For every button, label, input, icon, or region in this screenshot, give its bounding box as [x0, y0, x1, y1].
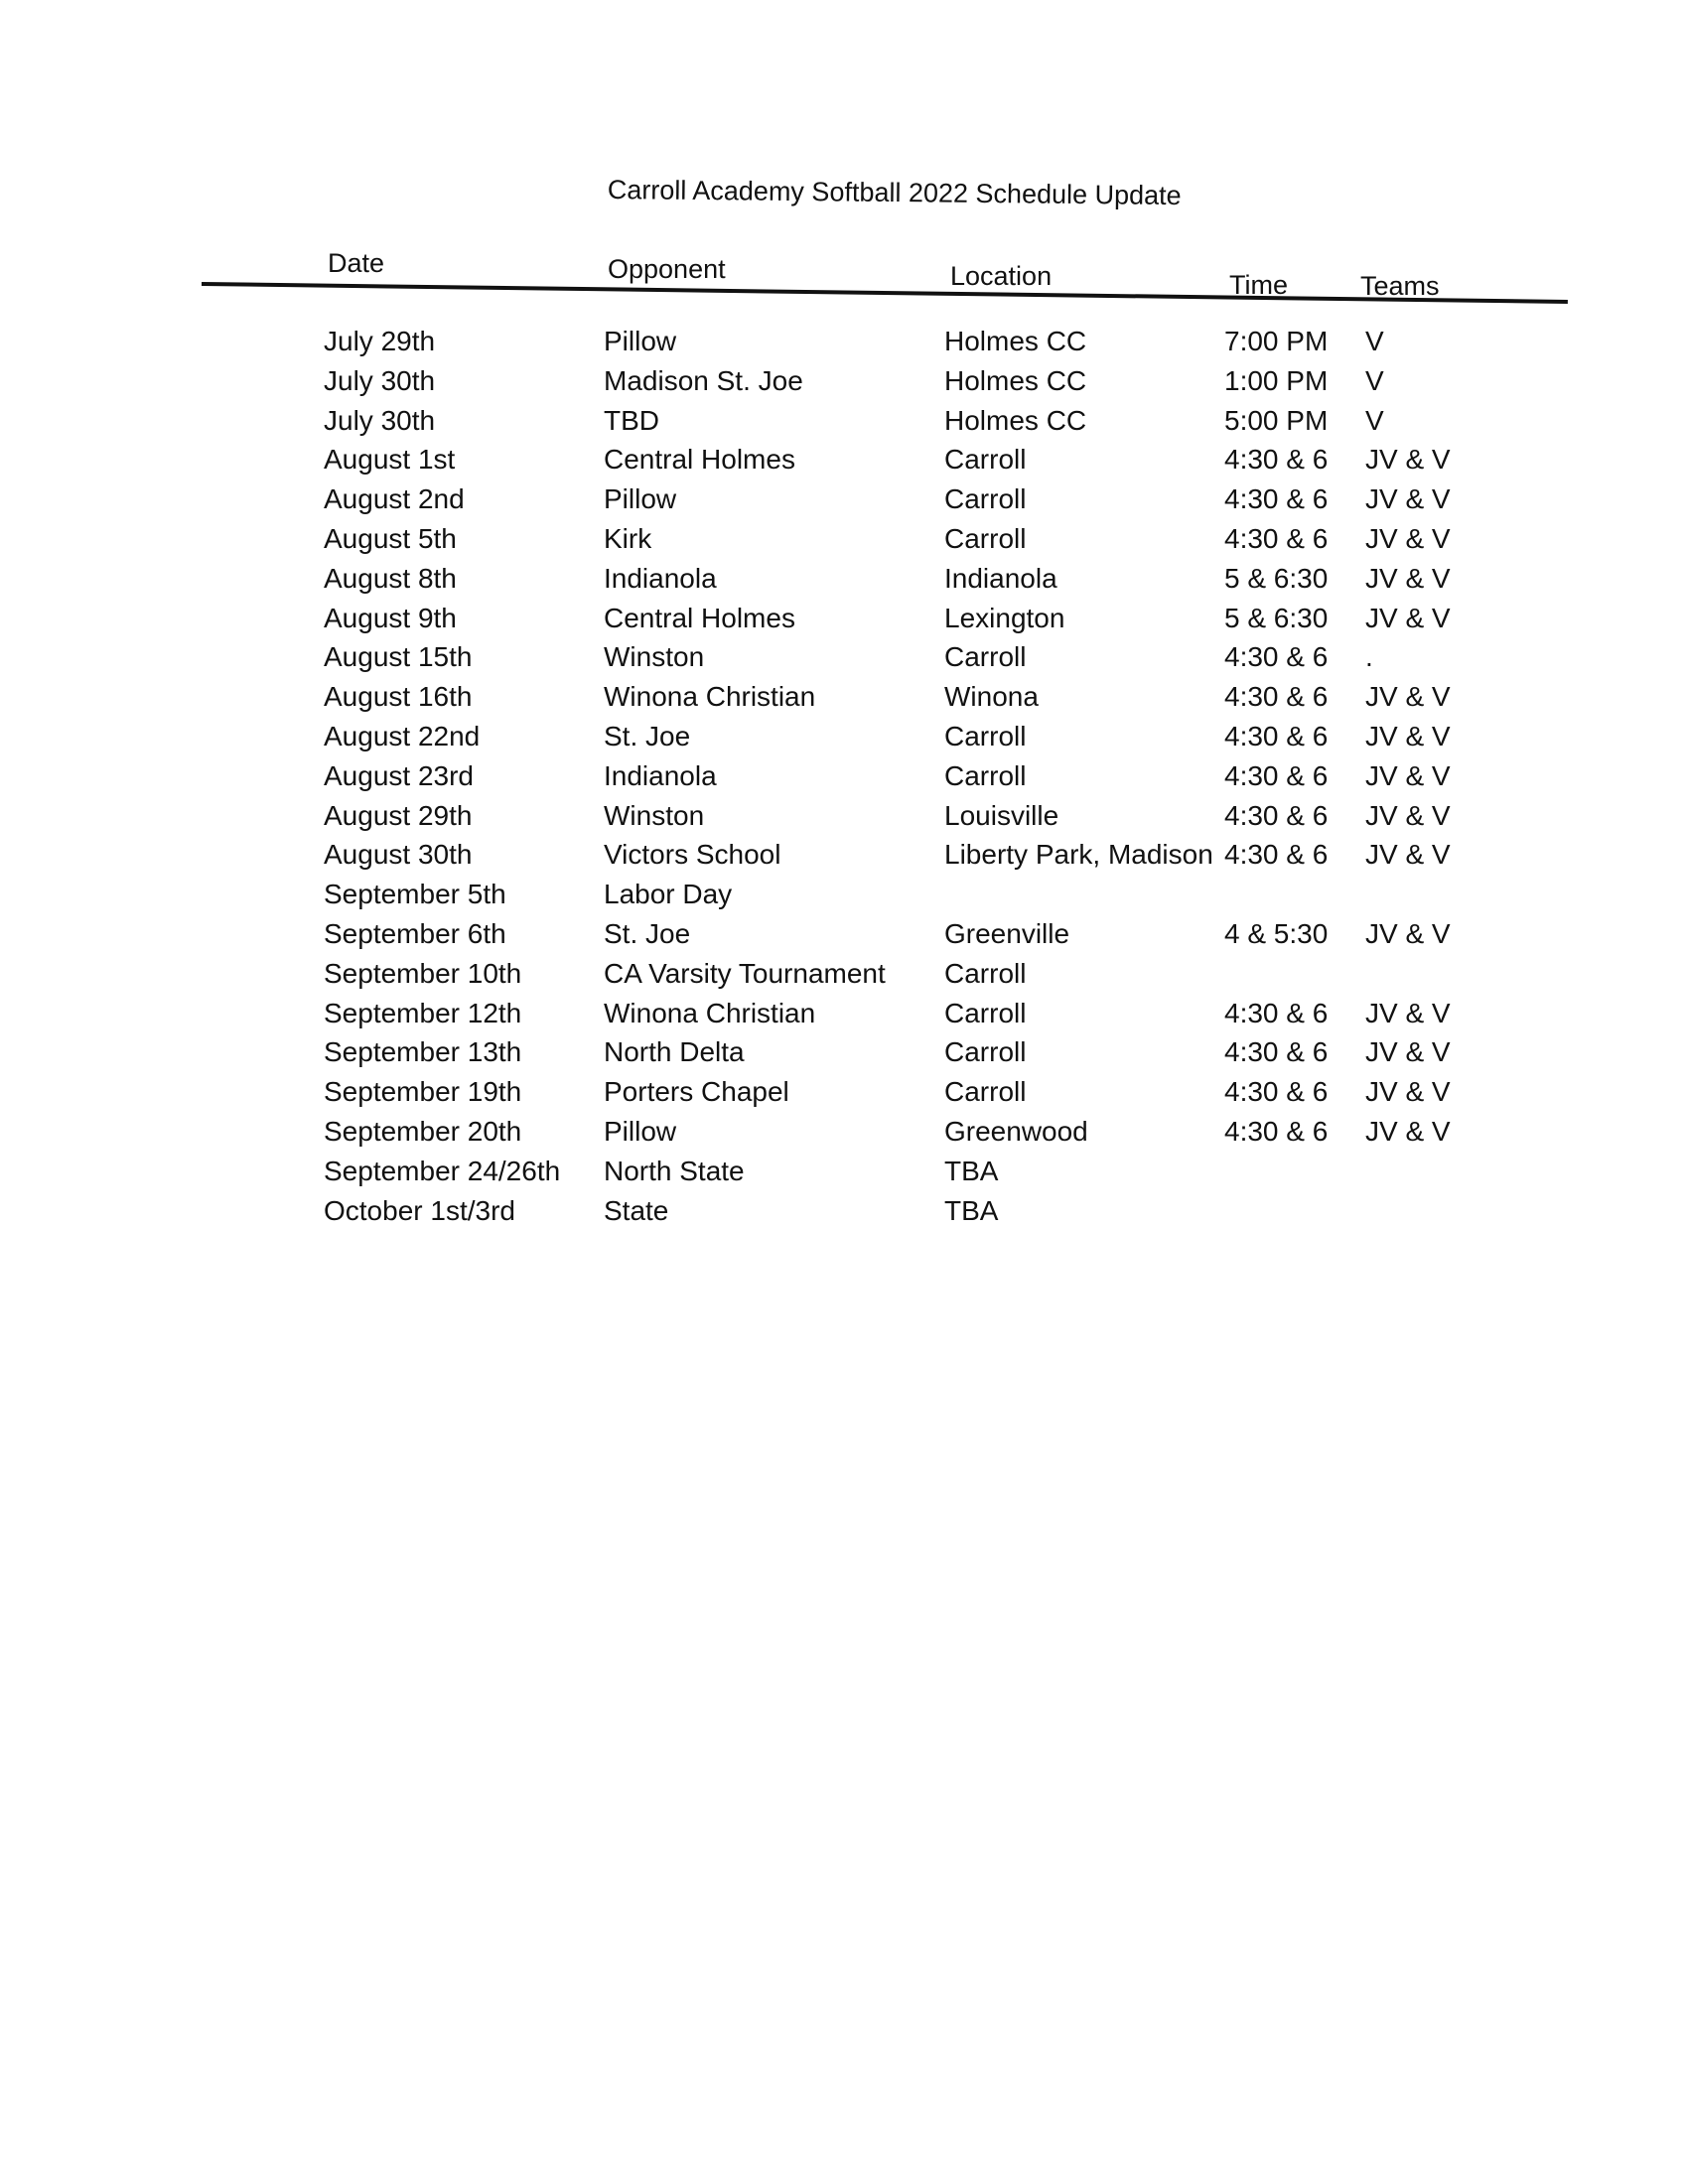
date-cell: July 30th — [324, 404, 436, 436]
time-cell: 4:30 & 6 — [1224, 720, 1329, 751]
location-cell: Carroll — [944, 641, 1027, 673]
teams-cell: JV & V — [1365, 681, 1451, 713]
location-cell: Carroll — [944, 720, 1027, 751]
time-cell: 4:30 & 6 — [1224, 483, 1329, 515]
time-cell: 4:30 & 6 — [1224, 997, 1329, 1028]
time-cell: 4:30 & 6 — [1224, 799, 1329, 831]
opponent-cell: Kirk — [604, 522, 652, 554]
location-cell: Liberty Park, Madison — [944, 839, 1213, 871]
opponent-cell: CA Varsity Tournament — [604, 957, 886, 989]
table-row — [0, 760, 1688, 800]
table-row — [0, 721, 1688, 760]
opponent-cell: Central Holmes — [604, 602, 795, 633]
location-cell: Carroll — [944, 1036, 1027, 1068]
table-row — [0, 1076, 1688, 1116]
location-cell: TBA — [944, 1155, 999, 1186]
opponent-cell: Victors School — [604, 839, 781, 871]
table-row — [0, 1195, 1688, 1235]
location-cell: Winona — [944, 681, 1039, 713]
opponent-cell: Central Holmes — [604, 444, 795, 476]
teams-cell: JV & V — [1365, 602, 1451, 633]
teams-cell: JV & V — [1365, 1036, 1451, 1068]
column-header-opponent: Opponent — [608, 254, 726, 284]
opponent-cell: St. Joe — [604, 720, 691, 751]
time-cell: 4:30 & 6 — [1224, 522, 1329, 554]
table-row — [0, 681, 1688, 721]
opponent-cell: Porters Chapel — [604, 1076, 789, 1108]
opponent-cell: State — [604, 1194, 669, 1226]
location-cell: Lexington — [944, 602, 1065, 633]
schedule-table — [0, 326, 1688, 1234]
location-cell: Greenville — [944, 917, 1070, 949]
table-row — [0, 1156, 1688, 1195]
date-cell: July 29th — [324, 326, 436, 356]
opponent-cell: St. Joe — [604, 917, 691, 949]
table-row — [0, 800, 1688, 840]
teams-cell: JV & V — [1365, 1115, 1451, 1147]
teams-cell: V — [1365, 364, 1384, 396]
location-cell: Carroll — [944, 997, 1027, 1028]
time-cell: 4:30 & 6 — [1224, 681, 1329, 713]
time-cell: 7:00 PM — [1224, 326, 1329, 356]
table-row — [0, 998, 1688, 1037]
opponent-cell: Winston — [604, 799, 705, 831]
time-cell: 4:30 & 6 — [1224, 759, 1329, 791]
opponent-cell: Winona Christian — [604, 681, 816, 713]
time-cell: 4 & 5:30 — [1224, 917, 1329, 949]
date-cell: September 12th — [324, 997, 522, 1028]
date-cell: August 9th — [324, 602, 457, 633]
time-cell: 1:00 PM — [1224, 364, 1329, 396]
table-row — [0, 879, 1688, 918]
date-cell: August 8th — [324, 562, 457, 594]
table-row — [0, 405, 1688, 445]
table-row — [0, 641, 1688, 681]
opponent-cell: Pillow — [604, 1115, 677, 1147]
date-cell: September 13th — [324, 1036, 522, 1068]
opponent-cell: TBD — [604, 404, 659, 436]
date-cell: October 1st/3rd — [324, 1194, 515, 1226]
teams-cell: JV & V — [1365, 839, 1451, 871]
table-row — [0, 1116, 1688, 1156]
column-header-date: Date — [328, 248, 385, 278]
teams-cell: JV & V — [1365, 483, 1451, 515]
table-row — [0, 1036, 1688, 1076]
date-cell: September 24/26th — [324, 1155, 561, 1186]
time-cell: 4:30 & 6 — [1224, 1076, 1329, 1108]
location-cell: Greenwood — [944, 1115, 1088, 1147]
date-cell: August 16th — [324, 681, 473, 713]
time-cell: 4:30 & 6 — [1224, 641, 1329, 673]
date-cell: August 2nd — [324, 483, 465, 515]
teams-cell: JV & V — [1365, 562, 1451, 594]
location-cell: Holmes CC — [944, 364, 1087, 396]
opponent-cell: Madison St. Joe — [604, 364, 803, 396]
teams-cell: JV & V — [1365, 444, 1451, 476]
teams-cell: JV & V — [1365, 917, 1451, 949]
date-cell: August 29th — [324, 799, 473, 831]
teams-cell: JV & V — [1365, 1076, 1451, 1108]
date-cell: August 22nd — [324, 720, 481, 751]
table-row — [0, 918, 1688, 958]
time-cell: 5 & 6:30 — [1224, 602, 1329, 633]
opponent-cell: Winona Christian — [604, 997, 816, 1028]
location-cell: Carroll — [944, 957, 1027, 989]
teams-cell: . — [1365, 641, 1373, 673]
time-cell: 4:30 & 6 — [1224, 1115, 1329, 1147]
table-row — [0, 326, 1688, 365]
opponent-cell: North Delta — [604, 1036, 745, 1068]
date-cell: September 10th — [324, 957, 522, 989]
location-cell: Carroll — [944, 1076, 1027, 1108]
location-cell: Indianola — [944, 562, 1057, 594]
date-cell: July 30th — [324, 364, 436, 396]
time-cell: 5 & 6:30 — [1224, 562, 1329, 594]
date-cell: August 15th — [324, 641, 473, 673]
date-cell: August 30th — [324, 839, 473, 871]
opponent-cell: Winston — [604, 641, 705, 673]
document-title: Carroll Academy Softball 2022 Schedule Update — [607, 175, 1182, 211]
time-cell: 4:30 & 6 — [1224, 839, 1329, 871]
location-cell: Louisville — [944, 799, 1059, 831]
teams-cell: JV & V — [1365, 720, 1451, 751]
teams-cell: JV & V — [1365, 759, 1451, 791]
table-row — [0, 365, 1688, 405]
opponent-cell: Indianola — [604, 562, 717, 594]
column-header-time: Time — [1229, 270, 1288, 300]
location-cell: Carroll — [944, 522, 1027, 554]
location-cell: TBA — [944, 1194, 999, 1226]
opponent-cell: Pillow — [604, 326, 677, 356]
date-cell: August 1st — [324, 444, 456, 476]
column-header-teams: Teams — [1360, 271, 1440, 301]
column-header-location: Location — [950, 261, 1053, 291]
date-cell: August 5th — [324, 522, 457, 554]
teams-cell: V — [1365, 404, 1384, 436]
teams-cell: JV & V — [1365, 522, 1451, 554]
table-row — [0, 523, 1688, 563]
location-cell: Carroll — [944, 483, 1027, 515]
date-cell: September 20th — [324, 1115, 522, 1147]
time-cell: 5:00 PM — [1224, 404, 1329, 436]
opponent-cell: Pillow — [604, 483, 677, 515]
location-cell: Holmes CC — [944, 326, 1087, 356]
table-row — [0, 603, 1688, 642]
date-cell: September 19th — [324, 1076, 522, 1108]
time-cell: 4:30 & 6 — [1224, 444, 1329, 476]
opponent-cell: Labor Day — [604, 879, 733, 910]
location-cell: Carroll — [944, 444, 1027, 476]
table-row — [0, 483, 1688, 523]
table-row — [0, 958, 1688, 998]
date-cell: September 6th — [324, 917, 506, 949]
time-cell: 4:30 & 6 — [1224, 1036, 1329, 1068]
date-cell: September 5th — [324, 879, 506, 910]
table-row — [0, 839, 1688, 879]
table-row — [0, 444, 1688, 483]
table-row — [0, 563, 1688, 603]
teams-cell: V — [1365, 326, 1384, 356]
opponent-cell: North State — [604, 1155, 745, 1186]
location-cell: Holmes CC — [944, 404, 1087, 436]
location-cell: Carroll — [944, 759, 1027, 791]
teams-cell: JV & V — [1365, 997, 1451, 1028]
opponent-cell: Indianola — [604, 759, 717, 791]
teams-cell: JV & V — [1365, 799, 1451, 831]
date-cell: August 23rd — [324, 759, 474, 791]
